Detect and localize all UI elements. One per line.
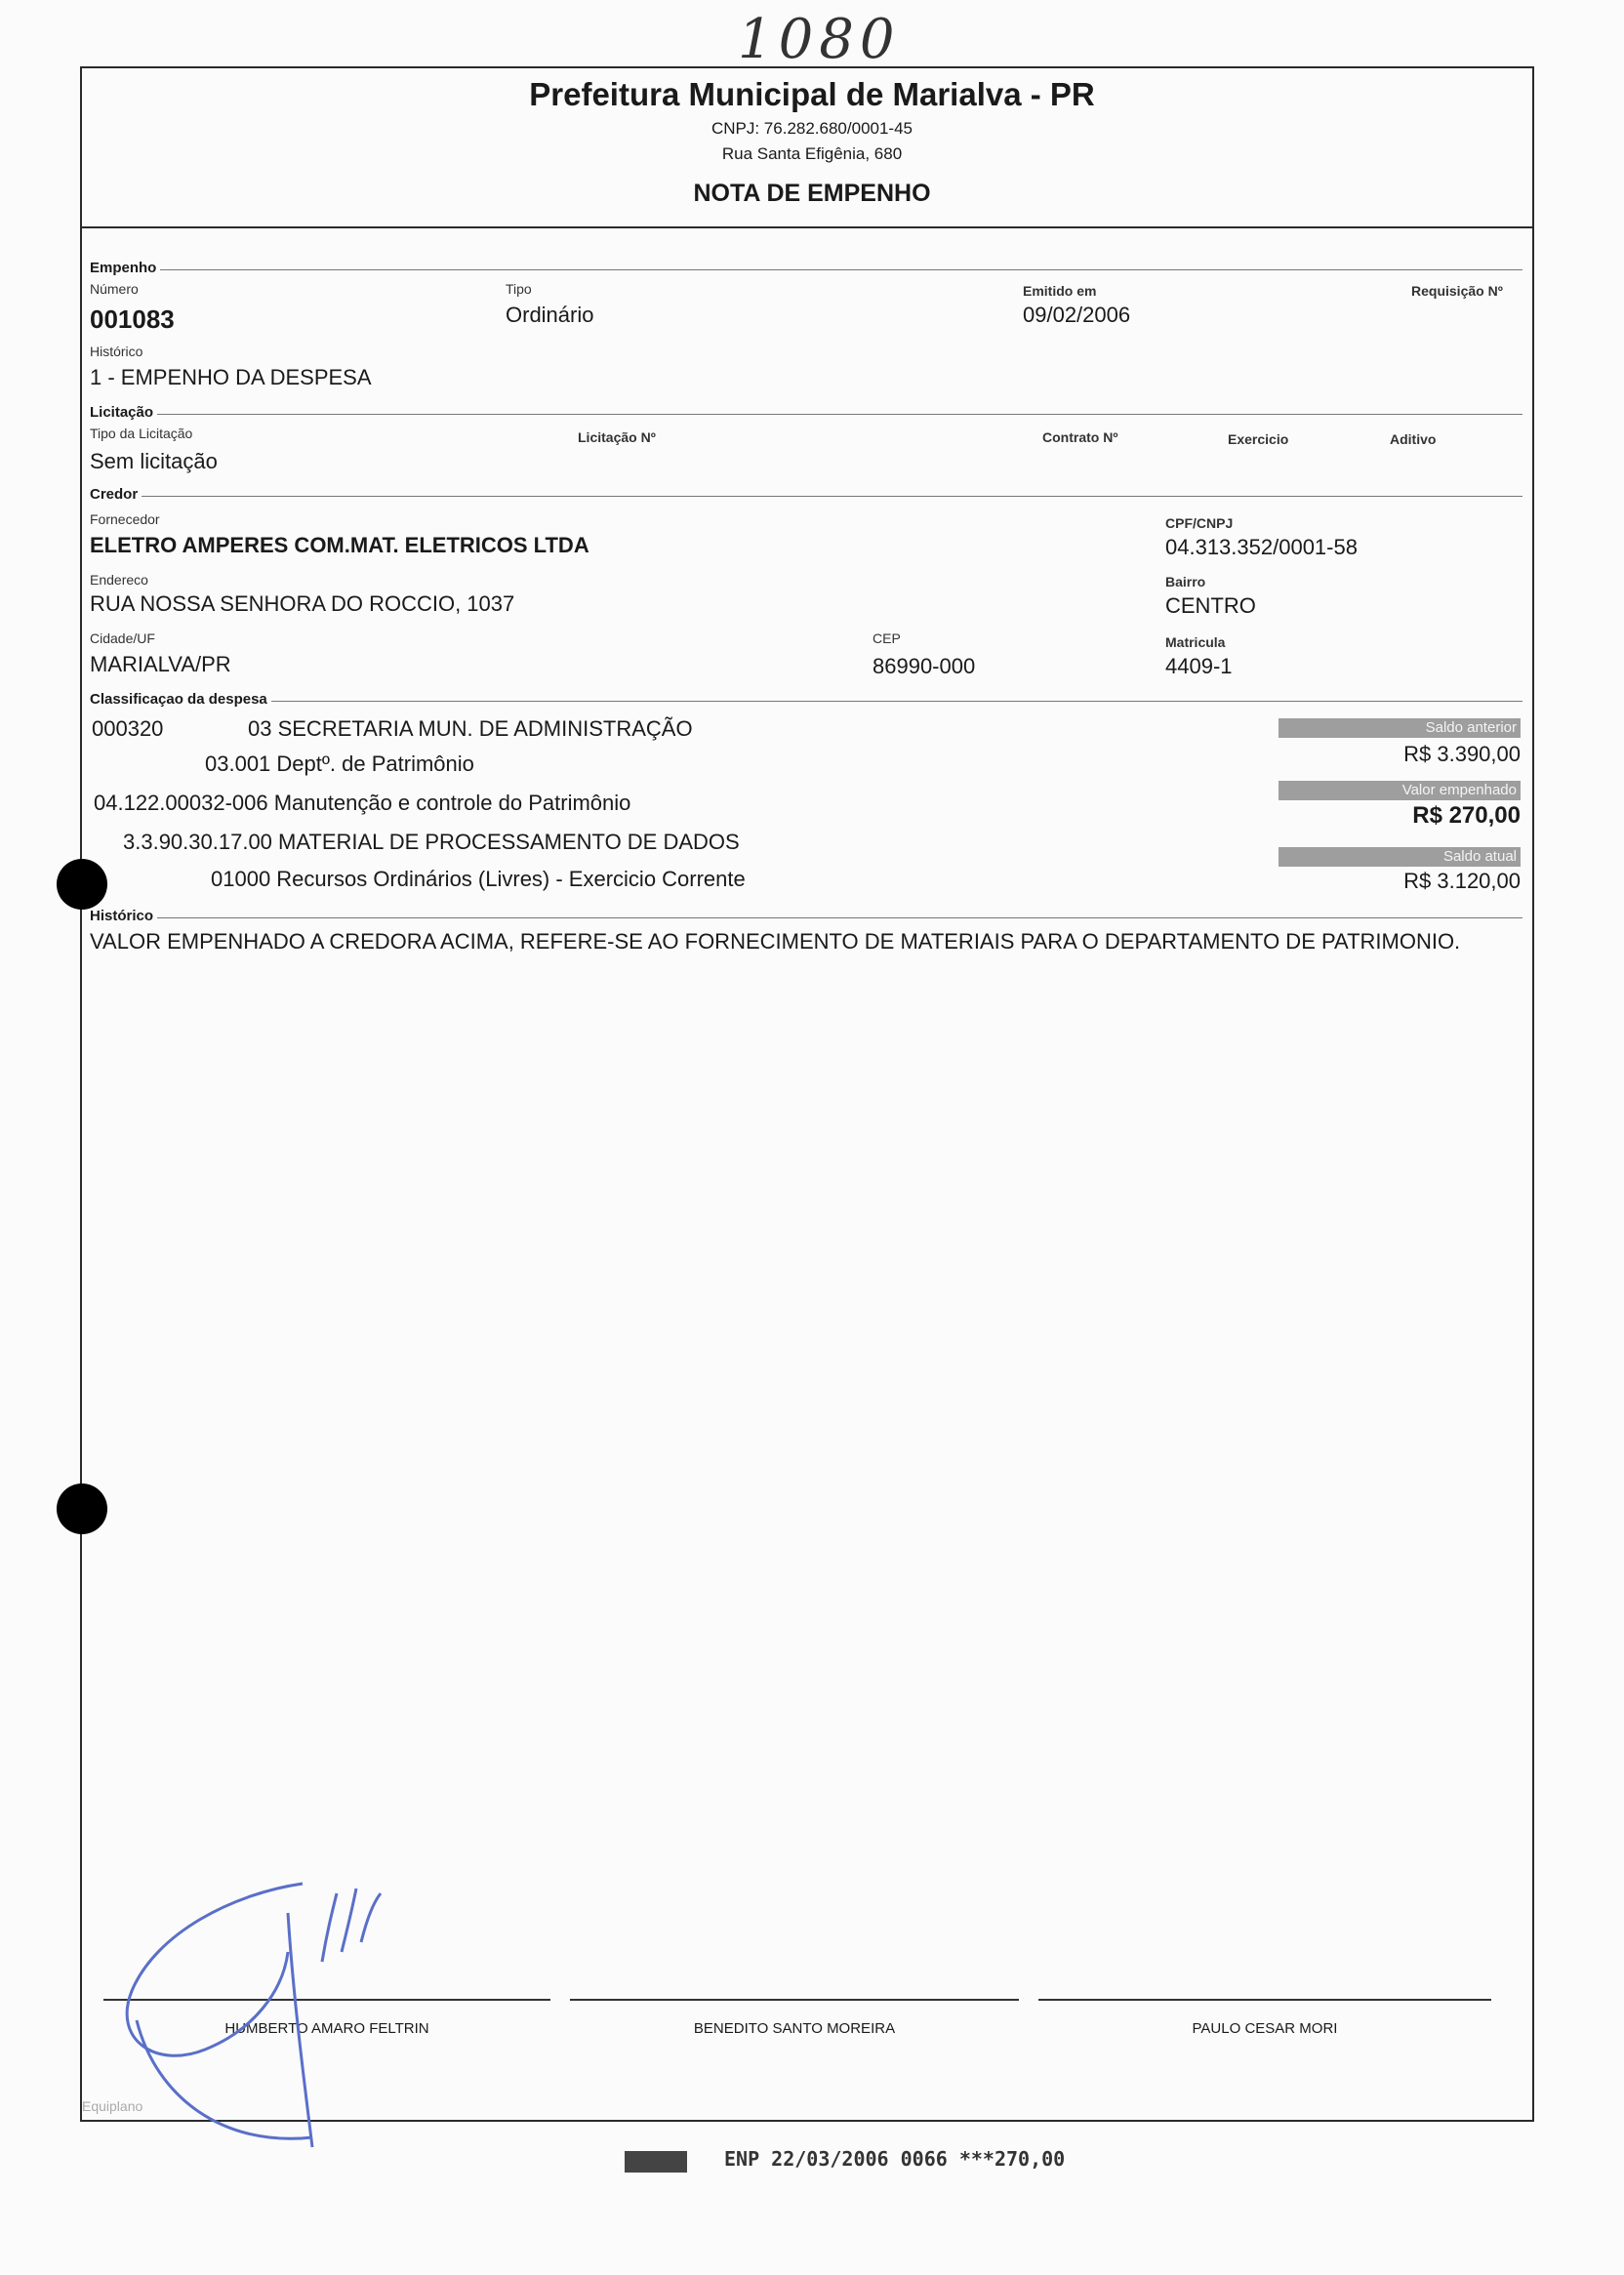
stamp-logo [625, 2151, 687, 2173]
punch-hole-top [57, 859, 107, 910]
endereco-value: RUA NOSSA SENHORA DO ROCCIO, 1037 [90, 591, 515, 616]
signature-line-3 [1038, 1999, 1491, 2001]
empenho-numero: 001083 [90, 305, 175, 334]
document-title: NOTA DE EMPENHO [693, 180, 931, 207]
tipo-label: Tipo [506, 281, 532, 297]
signature-line-2 [570, 1999, 1019, 2001]
fornecedor-label: Fornecedor [90, 511, 160, 527]
licitacao-numero-label: Licitação Nº [578, 429, 656, 445]
signature-name-2: BENEDITO SANTO MOREIRA [693, 2020, 896, 2037]
valor-empenhado: R$ 270,00 [1412, 802, 1521, 829]
section-classificacao: Classificaçao da despesa [90, 693, 1522, 707]
classificacao-codigo: 000320 [92, 716, 164, 741]
secretaria: 03 SECRETARIA MUN. DE ADMINISTRAÇÃO [248, 716, 693, 741]
recurso: 01000 Recursos Ordinários (Livres) - Exercicio Corrente [211, 867, 746, 891]
signature-name-1: HUMBERTO AMARO FELTRIN [224, 2020, 429, 2037]
saldo-atual: R$ 3.120,00 [1403, 869, 1521, 893]
saldo-anterior-label: Saldo anterior [1279, 718, 1521, 738]
municipality-title: Prefeitura Municipal de Marialva - PR [529, 76, 1095, 112]
bairro-value: CENTRO [1165, 593, 1256, 618]
matricula-label: Matricula [1165, 634, 1226, 650]
departamento: 03.001 Deptº. de Patrimônio [205, 752, 474, 776]
saldo-anterior: R$ 3.390,00 [1403, 742, 1521, 766]
bank-stamp: ENP 22/03/2006 0066 ***270,00 [724, 2147, 1066, 2171]
software-footer: Equiplano [82, 2098, 143, 2114]
handwritten-number: 1080 [738, 8, 901, 71]
numero-label: Número [90, 281, 139, 297]
address-line: Rua Santa Efigênia, 680 [721, 144, 903, 163]
punch-hole-bottom [57, 1483, 107, 1534]
section-credor: Credor [90, 488, 1522, 502]
header-divider [80, 226, 1534, 228]
elemento: 3.3.90.30.17.00 MATERIAL DE PROCESSAMENTO DE DADOS [123, 830, 740, 854]
aditivo-label: Aditivo [1390, 431, 1437, 447]
emitido-date: 09/02/2006 [1023, 303, 1131, 327]
requisicao-label: Requisição Nº [1411, 283, 1503, 299]
bairro-label: Bairro [1165, 574, 1206, 589]
cpf-value: 04.313.352/0001-58 [1165, 535, 1358, 559]
empenho-tipo: Ordinário [506, 303, 594, 327]
section-licitacao: Licitação [90, 406, 1522, 420]
tipo-licitacao-label: Tipo da Licitação [90, 426, 193, 441]
empenho-historico-label: Histórico [90, 344, 143, 359]
endereco-label: Endereco [90, 572, 148, 588]
tipo-licitacao: Sem licitação [90, 449, 218, 473]
cnpj-line: CNPJ: 76.282.680/0001-45 [710, 119, 914, 138]
cep-value: 86990-000 [873, 654, 976, 678]
emitido-label: Emitido em [1023, 283, 1097, 299]
empenho-historico: 1 - EMPENHO DA DESPESA [90, 365, 372, 389]
historico-text: VALOR EMPENHADO A CREDORA ACIMA, REFERE-SE AO FORNECIMENTO DE MATERIAIS PARA O DEPARTAMENTO DE PATRIMONIO. [90, 929, 1461, 954]
signature-name-3: PAULO CESAR MORI [1192, 2020, 1338, 2037]
cidade-label: Cidade/UF [90, 630, 155, 646]
section-historico: Histórico [90, 910, 1522, 923]
cpf-label: CPF/CNPJ [1165, 515, 1234, 531]
fornecedor-name: ELETRO AMPERES COM.MAT. ELETRICOS LTDA [90, 533, 589, 557]
saldo-atual-label: Saldo atual [1279, 847, 1521, 867]
matricula-value: 4409-1 [1165, 654, 1233, 678]
section-empenho: Empenho [90, 262, 1522, 275]
programa: 04.122.00032-006 Manutenção e controle do Patrimônio [94, 791, 631, 815]
valor-empenhado-label: Valor empenhado [1279, 781, 1521, 800]
cep-label: CEP [873, 630, 901, 646]
handwritten-signature [117, 1874, 429, 2157]
contrato-label: Contrato Nº [1042, 429, 1118, 445]
cidade-value: MARIALVA/PR [90, 652, 231, 676]
exercicio-label: Exercicio [1228, 431, 1289, 447]
